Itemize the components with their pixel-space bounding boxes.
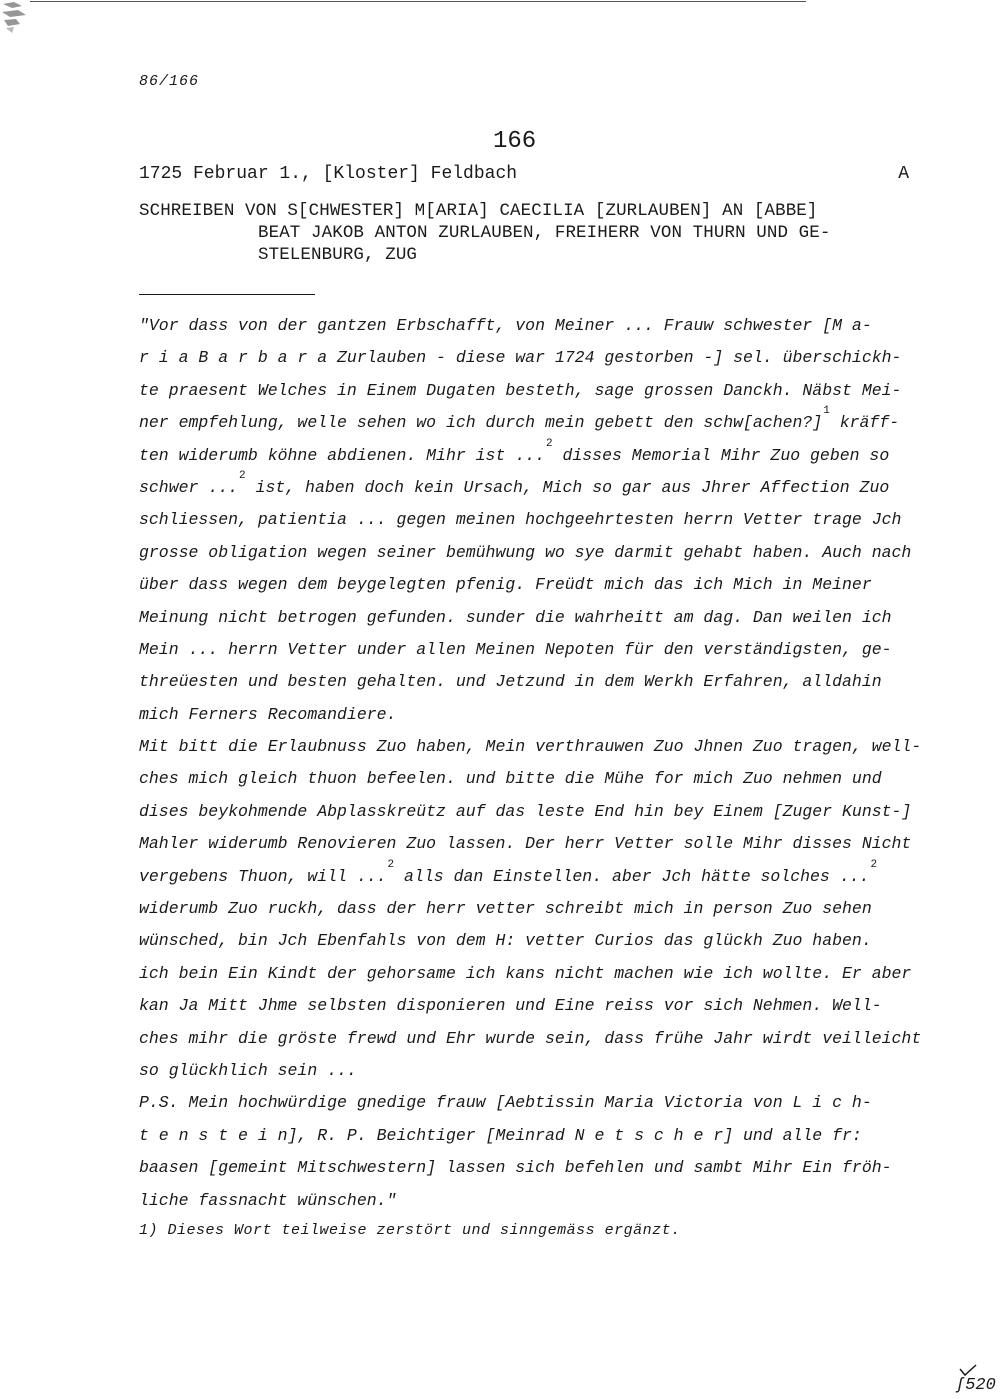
letter-line (139, 602, 939, 634)
archive-page-mark: ʃ520 (955, 1376, 996, 1395)
letter-line (139, 375, 939, 407)
letter-line (139, 504, 939, 536)
letter-line-text: kan Ja Mitt Jhme selbsten disponieren und Eine reiss vor sich Nehmen. Well- (139, 996, 882, 1016)
letter-line-text: ich bein Ein Kindt der gehorsame ich kans nicht machen wie ich wollte. Er aber (139, 963, 912, 983)
heading-divider (139, 294, 315, 295)
date-place: 1725 Februar 1., [Kloster] Feldbach (139, 164, 518, 184)
letter-line (139, 342, 939, 374)
letter-line (139, 858, 939, 893)
letter-line (139, 990, 939, 1022)
footnote-marker: 2 (387, 858, 395, 871)
letter-line-text: ches mich gleich thuon befeelen. und bitte die Mühe for mich Zuo nehmen und (139, 769, 882, 789)
letter-line-text: schliessen, patientia ... gegen meinen hochgeehrtesten herrn Vetter trage Jch (139, 510, 902, 530)
category-letter: A (898, 164, 909, 184)
letter-line-text: te praesent Welches in Einem Dugaten besteth, sage grossen Danckh. Näbst Mei- (139, 380, 902, 400)
footnote-marker: 2 (239, 469, 246, 482)
letter-line (139, 925, 939, 957)
letter-line (139, 666, 939, 698)
letter-line (139, 634, 939, 666)
letter-line (139, 763, 939, 795)
letter-line-text: alls dan Einstellen. aber Jch hätte solches ... (394, 866, 870, 886)
letter-line (139, 1087, 939, 1119)
letter-line-text: r i a B a r b a r a Zurlauben - diese war 1724 gestorben -] sel. überschickh- (139, 348, 902, 368)
heading-line: SCHREIBEN VON S[CHWESTER] M[ARIA] CAECILIA [ZURLAUBEN] AN [ABBE] (139, 201, 818, 221)
footnote-marker: 2 (545, 437, 553, 450)
page-number: 166 (493, 128, 537, 155)
letter-line-text: über dass wegen dem beygelegten pfenig. Freüdt mich das ich Mich in Meiner (139, 575, 872, 595)
letter-line-text: ist, haben doch kein Ursach, Mich so gar aus Jhrer Affection Zuo (245, 477, 890, 497)
letter-line-text: mich Ferners Recomandiere. (139, 704, 397, 724)
letter-line (139, 407, 939, 439)
letter-line-text: ner empfehlung, welle sehen wo ich durch mein gebett den schw[achen?] (139, 413, 823, 433)
letter-line (139, 569, 939, 601)
letter-line-text: schwer ... (139, 477, 239, 497)
letter-line-text: wünsched, bin Jch Ebenfahls von dem H: vetter Curios das glückh Zuo haben. (139, 931, 872, 951)
letter-line-text: liche fassnacht wünschen." (139, 1190, 397, 1210)
letter-line-text: threüesten und besten gehalten. und Jetzund in dem Werkh Erfahren, alldahin (139, 672, 882, 692)
letter-line (139, 828, 939, 860)
letter-line-text: ches mihr die gröste frewd und Ehr wurde sein, dass frühe Jahr wirdt veilleicht (139, 1028, 922, 1048)
letter-line-text: vergebens Thuon, will ... (139, 866, 387, 886)
letter-line (139, 437, 939, 472)
letter-line (139, 537, 939, 569)
document-heading (139, 200, 909, 266)
letter-line-text: P.S. Mein hochwürdige gnedige frauw [Aebtissin Maria Victoria von L i c h- (139, 1093, 872, 1113)
footnote: 1) Dieses Wort teilweise zerstört und sinngemäss ergänzt. (139, 1222, 681, 1239)
document-reference: 86/166 (139, 73, 200, 90)
letter-transcription (139, 310, 939, 1217)
heading-line: BEAT JAKOB ANTON ZURLAUBEN, FREIHERR VON THURN UND GE- (258, 223, 831, 243)
letter-line (139, 958, 939, 990)
footnote-marker: 2 (870, 858, 878, 871)
letter-line-text: so glückhlich sein ... (139, 1060, 357, 1080)
archive-page-number: 520 (965, 1376, 996, 1395)
footnote-marker: 1 (823, 405, 830, 418)
letter-line (139, 1185, 939, 1217)
letter-line (139, 1055, 939, 1087)
date-place-line (139, 164, 909, 184)
letter-line-text: widerumb Zuo ruckh, dass der herr vetter schreibt mich in person Zuo sehen (139, 899, 872, 919)
letter-line (139, 699, 939, 731)
letter-line (139, 731, 939, 763)
letter-line (139, 469, 939, 504)
letter-line (139, 1023, 939, 1055)
letter-line (139, 1120, 939, 1152)
top-edge-line (30, 1, 806, 2)
letter-line-text: ten widerumb köhne abdienen. Mihr ist ... (139, 445, 545, 465)
letter-line-text: Mit bitt die Erlaubnuss Zuo haben, Mein verthrauwen Zuo Jhnen Zuo tragen, well- (139, 737, 922, 757)
letter-line (139, 310, 939, 342)
letter-line (139, 796, 939, 828)
letter-line-text: Meinung nicht betrogen gefunden. sunder die wahrheitt am dag. Dan weilen ich (139, 607, 892, 627)
letter-line-text: Mein ... herrn Vetter under allen Meinen Nepoten für den verständigsten, ge- (139, 639, 892, 659)
corner-stamp-smudge (0, 0, 32, 36)
letter-line-text: grosse obligation wegen seiner bemühwung wo sye darmit gehabt haben. Auch nach (139, 542, 912, 562)
letter-line-text: baasen [gemeint Mitschwestern] lassen sich befehlen und sambt Mihr Ein fröh- (139, 1158, 892, 1178)
letter-line-text: disses Memorial Mihr Zuo geben so (552, 445, 890, 465)
letter-line (139, 893, 939, 925)
letter-line-text: "Vor dass von der gantzen Erbschafft, von Meiner ... Frauw schwester [M a- (139, 316, 872, 335)
letter-line-text: dises beykohmende Abplasskreütz auf das leste End hin bey Einem [Zuger Kunst-] (139, 801, 912, 821)
letter-line-text: Mahler widerumb Renovieren Zuo lassen. Der herr Vetter solle Mihr disses Nicht (139, 834, 912, 854)
letter-line-text: t e n s t e i n], R. P. Beichtiger [Meinrad N e t s c h e r] und alle fr: (139, 1125, 862, 1145)
letter-line-text: kräff- (829, 413, 900, 433)
heading-line: STELENBURG, ZUG (258, 245, 418, 265)
letter-line (139, 1152, 939, 1184)
